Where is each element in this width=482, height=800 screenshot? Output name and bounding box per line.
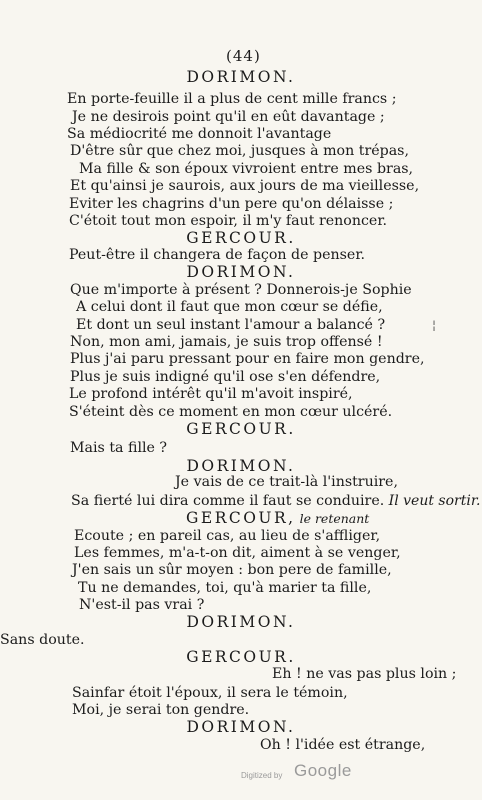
- verse-line: [70, 334, 383, 350]
- speaker-label: DORIMON.: [186, 457, 296, 475]
- verse-line: [70, 440, 167, 456]
- verse-text: S'éteint dès ce moment en mon cœur ulcéré.: [69, 404, 393, 420]
- verse-text: J'en sais un sûr moyen : bon pere de famille,: [72, 562, 392, 578]
- verse-text: N'est-il pas vrai ?: [79, 597, 205, 613]
- verse-line: [67, 91, 397, 107]
- page-number: (44): [226, 47, 261, 65]
- verse-line: [71, 493, 480, 509]
- verse-line: [0, 632, 84, 648]
- speaker-name: [0, 230, 482, 247]
- verse-text: Et qu'ainsi je saurois, aux jours de ma vieillesse,: [70, 178, 420, 194]
- verse-line: [272, 666, 456, 682]
- speaker-name: [0, 614, 482, 631]
- verse-line: [69, 386, 353, 402]
- speaker-label: DORIMON.: [186, 263, 296, 281]
- verse-line: [72, 109, 385, 125]
- verse-text: Sainfar étoit l'époux, il sera le témoin,: [72, 685, 348, 701]
- speaker-label: GERCOUR.: [186, 420, 296, 438]
- speaker-label: DORIMON.: [186, 613, 296, 631]
- watermark-google: Google: [294, 761, 352, 780]
- verse-text: Peut-être il changera de façon de penser.: [69, 247, 366, 263]
- verse-line: [70, 369, 380, 385]
- verse-text: Sa fierté lui dira comme il faut se conduire.: [71, 493, 385, 509]
- verse-text: Mais ta fille ?: [70, 440, 168, 456]
- speaker-name: [0, 264, 482, 281]
- verse-text: Les femmes, m'a-t-on dit, aiment à se venger,: [74, 545, 401, 561]
- verse-text: Moi, je serai ton gendre.: [72, 702, 250, 718]
- speaker-name: [0, 421, 482, 438]
- verse-line: [70, 351, 424, 367]
- verse-text: Non, mon ami, jamais, je suis trop offensé !: [70, 334, 383, 350]
- speaker-label: GERCOUR,: [186, 509, 296, 527]
- verse-line: [175, 474, 398, 490]
- verse-text: Oh ! l'idée est étrange,: [260, 737, 426, 753]
- verse-line: [72, 702, 249, 718]
- speaker-name: [0, 69, 482, 86]
- verse-line: [70, 143, 409, 159]
- verse-line: [70, 282, 412, 298]
- speaker-name: [0, 458, 482, 475]
- verse-text: Je vais de ce trait-là l'instruire,: [175, 474, 398, 490]
- verse-line: [69, 404, 392, 420]
- margin-mark: ¦: [432, 318, 437, 332]
- watermark-digitized-by: Digitized by: [241, 771, 283, 780]
- verse-text: C'étoit tout mon espoir, il m'y faut renoncer.: [69, 213, 388, 229]
- stage-direction: le retenant: [295, 511, 370, 526]
- verse-line: [69, 247, 365, 263]
- verse-line: [76, 317, 385, 333]
- verse-text: Sans doute.: [0, 632, 85, 648]
- verse-text: Je ne desirois point qu'il en eût davantage ;: [72, 109, 385, 125]
- verse-text: Sa médiocrité me donnoit l'avantage: [67, 126, 332, 142]
- speaker-label: DORIMON.: [186, 718, 296, 736]
- verse-line: [76, 299, 383, 315]
- verse-text: Le profond intérêt qu'il m'avoit inspiré,: [69, 386, 353, 402]
- verse-text: Eviter les chagrins d'un pere qu'on délaisse ;: [69, 196, 394, 212]
- verse-text: Ma fille & son époux vivroient entre mes bras,: [79, 161, 414, 177]
- speaker-name: [186, 510, 369, 527]
- verse-text: En porte-feuille il a plus de cent mille francs ;: [67, 91, 397, 107]
- verse-text: Plus je suis indigné qu'il ose s'en défendre,: [70, 369, 381, 385]
- verse-line: [74, 545, 401, 561]
- verse-line: [69, 213, 387, 229]
- speaker-label: DORIMON.: [186, 68, 296, 86]
- verse-text: D'être sûr que chez moi, jusques à mon trépas,: [70, 143, 409, 159]
- verse-line: [72, 562, 392, 578]
- verse-text: Que m'importe à présent ? Donnerois-je Sophie: [70, 282, 412, 298]
- verse-text: Tu ne demandes, toi, qu'à marier ta fille,: [78, 580, 372, 596]
- verse-text: A celui dont il faut que mon cœur se défie,: [76, 299, 383, 315]
- verse-text: Eh ! ne vas pas plus loin ;: [272, 666, 457, 682]
- verse-line: [79, 161, 413, 177]
- verse-text: Ecoute ; en pareil cas, au lieu de s'affliger,: [74, 528, 381, 544]
- speaker-label: GERCOUR.: [186, 229, 296, 247]
- verse-line: [260, 737, 425, 753]
- verse-line: [67, 126, 331, 142]
- verse-line: [70, 178, 419, 194]
- verse-text: Et dont un seul instant l'amour a balancé ?: [76, 317, 386, 333]
- verse-line: [69, 196, 393, 212]
- verse-line: [72, 685, 348, 701]
- verse-line: [78, 580, 371, 596]
- verse-text: Plus j'ai paru pressant pour en faire mon gendre,: [70, 351, 425, 367]
- verse-line: [79, 597, 204, 613]
- speaker-label: GERCOUR.: [186, 648, 296, 666]
- verse-line: [74, 528, 380, 544]
- stage-direction: Il veut sortir.: [384, 493, 481, 509]
- speaker-name: [0, 649, 482, 666]
- speaker-name: [0, 719, 482, 736]
